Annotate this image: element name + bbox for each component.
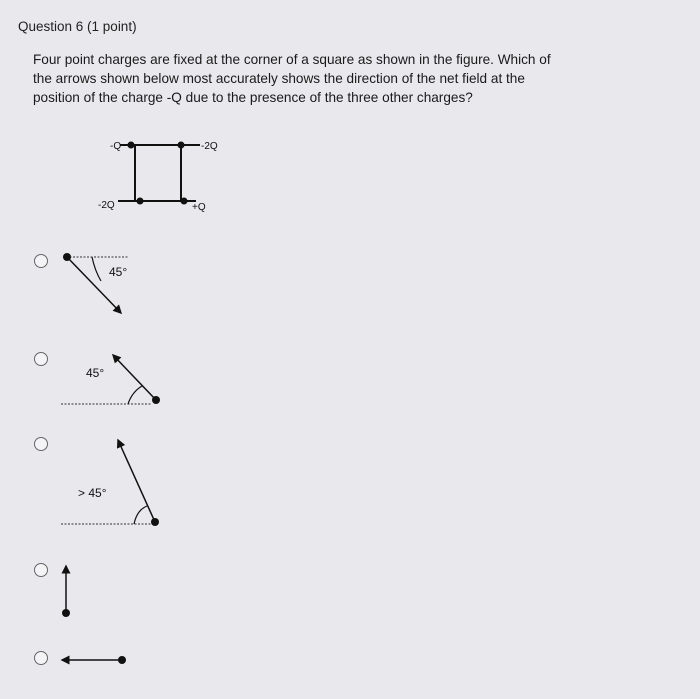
option-b-figure — [61, 355, 160, 404]
charge-label-top-left: -Q — [110, 141, 122, 152]
option-c-angle-arc — [134, 506, 147, 524]
question-text-line-1: Four point charges are fixed at the corner of a square as shown in the figure. Which of — [33, 52, 551, 67]
charge-dot-top-left — [128, 142, 135, 149]
charge-label-top-right: -2Q — [201, 141, 218, 152]
charge-dot-top-right — [178, 142, 185, 149]
charge-label-bottom-left: -2Q — [98, 200, 115, 211]
charge-square-figure — [98, 141, 218, 213]
option-a-figure — [63, 253, 128, 313]
option-e-figure — [62, 656, 126, 664]
question-title: Question 6 (1 point) — [18, 19, 137, 34]
option-c-angle-label: > 45° — [78, 486, 107, 500]
option-b-angle-label: 45° — [86, 366, 105, 380]
charge-dot-bottom-left — [137, 198, 144, 205]
charge-dot-bottom-right — [181, 198, 188, 205]
charge-label-bottom-right: +Q — [192, 202, 206, 213]
option-b-angle-arc — [128, 386, 142, 404]
option-b-radio[interactable] — [34, 352, 48, 366]
option-a-angle-label: 45° — [109, 265, 128, 279]
option-c-arrow — [118, 440, 155, 522]
option-b-arrow — [113, 355, 156, 400]
question-text-line-2: the arrows shown below most accurately shows the direction of the net field at the — [33, 71, 525, 86]
option-d-radio[interactable] — [34, 563, 48, 577]
option-a-radio[interactable] — [34, 254, 48, 268]
question-text-line-3: position of the charge -Q due to the presence of the three other charges? — [33, 90, 473, 105]
option-d-figure — [62, 566, 70, 617]
option-a-angle-arc — [92, 257, 101, 281]
option-c-figure — [61, 440, 159, 526]
option-e-radio[interactable] — [34, 651, 48, 665]
option-c-radio[interactable] — [34, 437, 48, 451]
square-outline — [135, 145, 181, 201]
